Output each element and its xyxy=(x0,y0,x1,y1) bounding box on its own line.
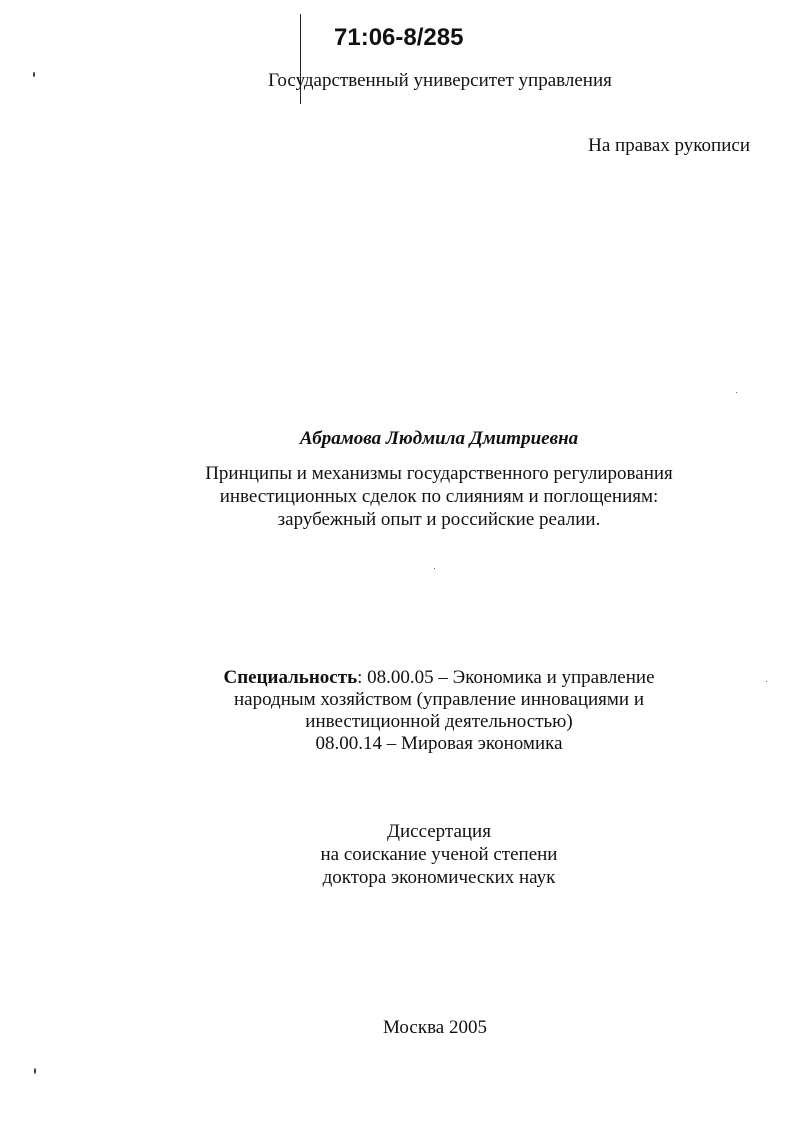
specialty-code-primary: : 08.00.05 – Экономика и управление xyxy=(357,667,655,688)
degree-block xyxy=(0,820,798,889)
specialty-line: инвестиционной деятельностью) xyxy=(305,711,573,732)
degree-line: доктора экономических наук xyxy=(322,867,556,888)
specialty-line: народным хозяйством (управление инновациями и xyxy=(233,689,645,710)
author-name: Абрамова Людмила Дмитриевна xyxy=(299,428,579,449)
manuscript-rights-note: На правах рукописи xyxy=(588,135,750,156)
scan-speck xyxy=(434,568,435,569)
specialty-line xyxy=(0,667,798,689)
scan-speck xyxy=(736,392,737,393)
scan-speck xyxy=(33,72,35,77)
title-line: зарубежный опыт и российские реалии. xyxy=(277,509,601,530)
degree-line: Диссертация xyxy=(387,821,491,842)
catalog-number-stamp: 71:06-8/285 xyxy=(334,24,464,51)
degree-line: на соискание ученой степени xyxy=(320,844,558,865)
title-line: Принципы и механизмы государственного регулирования xyxy=(205,463,673,484)
specialty-label: Специальность xyxy=(223,667,358,688)
specialty-line: 08.00.14 – Мировая экономика xyxy=(315,733,563,754)
place-and-year: Москва 2005 xyxy=(383,1017,487,1038)
dissertation-title xyxy=(0,462,798,531)
university-name: Государственный университет управления xyxy=(268,70,612,91)
title-line: инвестиционных сделок по слияниям и поглощениям: xyxy=(219,486,659,507)
scan-speck xyxy=(766,681,767,682)
scan-speck xyxy=(34,1068,36,1074)
specialty-block xyxy=(0,667,798,755)
